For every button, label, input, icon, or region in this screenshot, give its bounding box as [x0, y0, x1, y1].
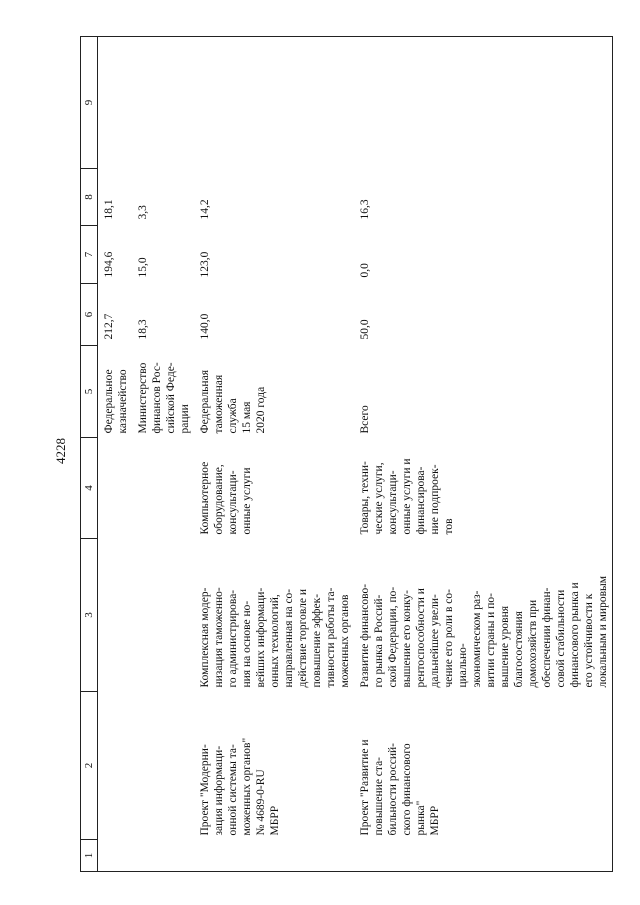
table-cell: Товары, техни- ческие услуги, консультаци- онные услуги и финансирова- ние подпроек- тов	[354, 438, 613, 539]
table-cell: 123,0	[199, 251, 211, 278]
table-cell	[354, 840, 613, 872]
table-cell	[132, 840, 194, 872]
table-cell	[354, 37, 613, 169]
table-cell: 18,1	[103, 199, 115, 220]
table-cell: Министерство финансов Рос- сийской Феде- рации	[137, 362, 191, 434]
table-cell: 0,0	[354, 226, 613, 284]
column-header: 6	[81, 284, 98, 346]
column-header: 4	[81, 438, 98, 539]
table-cell: Проект "Модерни- зация информаци- онной системы та- моженных органов" № 4689-0-RU МБРР	[199, 737, 281, 836]
table-cell: 14,2	[199, 199, 211, 220]
column-header: 3	[81, 539, 98, 692]
table-cell: Компьютерное оборудование, консультаци- онные услуги	[199, 461, 253, 535]
table-cell	[194, 37, 354, 169]
table-cell	[194, 840, 354, 872]
table-cell	[98, 539, 133, 692]
table-cell: 212,7	[103, 313, 115, 340]
column-header: 7	[81, 226, 98, 284]
table-row	[132, 37, 194, 872]
table-cell	[132, 438, 194, 539]
table-cell: Всего	[354, 346, 613, 438]
table-cell	[132, 539, 194, 692]
table-cell	[98, 37, 133, 169]
table-cell: 18,3	[137, 319, 149, 340]
table-cell	[132, 37, 194, 169]
table-row	[194, 37, 354, 872]
table-cell	[98, 692, 133, 840]
table-row	[98, 37, 133, 872]
table-cell	[132, 692, 194, 840]
column-header: 2	[81, 692, 98, 840]
table-cell	[98, 840, 133, 872]
column-header: 1	[81, 840, 98, 872]
table-cell: 15,0	[137, 257, 149, 278]
column-header: 9	[81, 37, 98, 169]
table-cell: 50,0	[354, 284, 613, 346]
table-cell: 140,0	[199, 313, 211, 340]
column-number-row	[81, 37, 98, 872]
table-row	[354, 37, 613, 872]
table-cell: 16,3	[354, 169, 613, 226]
column-header: 8	[81, 169, 98, 226]
table-cell: 3,3	[137, 205, 149, 220]
table-cell: Комплексная модер- низация таможенно- го администрирова- ния на основе но- вейших информаци- онных технологий, направленная на со- действие торговле и повышение эффек- тивности работы та- моженных органов	[199, 587, 351, 688]
rotated-page-content	[80, 37, 640, 872]
table-cell: Проект "Развитие и повышение ста- бильности россий- ского финансового рынка" МБРР	[354, 692, 613, 840]
table-cell	[98, 438, 133, 539]
page-number: 4228	[53, 438, 68, 464]
column-header: 5	[81, 346, 98, 438]
table-cell: 194,6	[103, 251, 115, 278]
table-cell: Развитие финансово- го рынка в Россий- ской Федерации, по- вышение его конку- рентоспособности и дальнейшее увели- чение его роли в со- циально- экономическом раз- витии страны и по- вышение уровня благосостояния домохозяйств при обеспечении финан- совой стабильности финансового рынка и его устойчивости к локальным и мировым	[354, 539, 613, 692]
data-table	[80, 36, 613, 872]
table-cell: Федеральное казначейство	[103, 369, 129, 434]
table-cell: Федеральная таможенная служба 15 мая 2020 года	[199, 370, 267, 434]
